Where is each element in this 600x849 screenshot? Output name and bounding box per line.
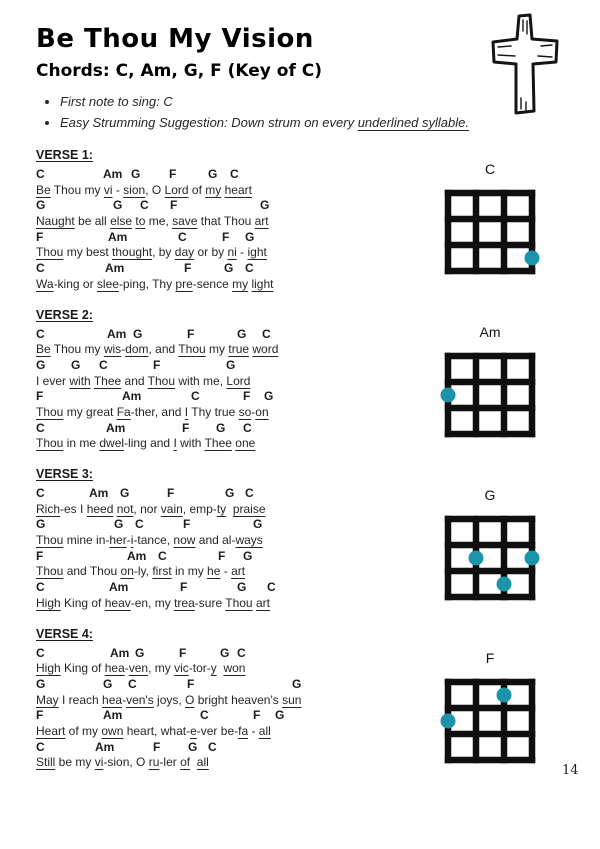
chord-label: Am <box>103 708 123 723</box>
chord-row <box>36 646 436 662</box>
cross-icon <box>489 12 563 123</box>
lyric-syllable-underlined: Fa <box>116 404 131 419</box>
lyric-syllable-underlined: Thou <box>147 373 176 388</box>
lyric-text: with me, <box>175 373 227 388</box>
note-bullet <box>60 93 469 110</box>
lyric-syllable-underlined: he <box>207 564 221 579</box>
chord-label: G <box>188 739 198 754</box>
chord-label: G <box>264 389 274 404</box>
chord-row <box>36 580 436 596</box>
chord-row <box>36 708 436 724</box>
note-bullet <box>60 114 469 131</box>
lyric-syllable-underlined: Thou <box>225 595 253 610</box>
lyric-text: - <box>248 723 259 738</box>
lyric-syllable-underlined: on <box>120 564 134 579</box>
lyric-text: , and <box>148 342 179 357</box>
chord-label: G <box>114 517 124 532</box>
chord-label: G <box>113 198 123 213</box>
lyric-text: Thou my <box>50 342 104 357</box>
lyric-line <box>36 405 436 421</box>
chord-row <box>36 167 436 183</box>
chord-label: C <box>36 326 45 341</box>
page-title: Be Thou My Vision <box>36 24 314 54</box>
lyric-line <box>36 436 436 452</box>
notes-list <box>40 93 469 135</box>
lyric-text: - <box>124 661 129 676</box>
verse-block <box>36 627 436 772</box>
lyric-syllable-underlined: dwel <box>99 436 125 451</box>
lyric-syllable-underlined: ight <box>247 245 267 260</box>
chord-label: C <box>208 739 217 754</box>
chord-label: G <box>216 420 226 435</box>
lyric-syllable-underlined: Still <box>36 755 56 770</box>
lyric-syllable-underlined: ru <box>148 755 160 770</box>
lyric-syllable-underlined: her <box>109 533 127 548</box>
chord-diagram-label: G <box>484 487 496 503</box>
lyric-syllable-underlined: art <box>254 214 269 229</box>
lyric-text: -tor- <box>188 661 211 676</box>
chord-label: Am <box>109 580 129 595</box>
lyric-text: bright heaven's <box>194 692 283 707</box>
chord-label: F <box>253 708 261 723</box>
lyric-syllable-underlined: I <box>173 436 177 451</box>
chord-label: Am <box>89 486 109 500</box>
chord-label: F <box>183 517 191 532</box>
chord-label: G <box>253 517 263 532</box>
lyric-syllable-underlined: thought <box>112 245 153 260</box>
lyric-syllable-underlined: ty <box>216 501 227 516</box>
chord-label: F <box>167 486 175 500</box>
chord-label: Am <box>127 548 147 563</box>
chord-row <box>36 327 436 343</box>
note-text-underlined: underlined syllable. <box>357 115 469 130</box>
chord-label: C <box>36 486 45 500</box>
lyric-text: - <box>121 342 126 357</box>
lyric-line <box>36 342 436 358</box>
lyric-syllable-underlined: not <box>116 501 134 516</box>
chord-label: G <box>131 167 141 181</box>
chord-label: C <box>267 580 276 595</box>
chord-diagram <box>440 650 550 768</box>
chord-label: G <box>36 198 46 213</box>
lyric-syllable-underlined: O <box>185 692 195 707</box>
chord-label: C <box>245 261 254 276</box>
lyric-syllable-underlined: Thou <box>36 404 64 419</box>
lyric-text: and al- <box>195 533 236 548</box>
lyric-syllable-underlined: vi <box>94 755 104 770</box>
lyric-syllable-underlined: High <box>36 595 61 610</box>
chord-label: C <box>36 167 45 181</box>
lyric-text: -ver be- <box>196 723 239 738</box>
note-text: Easy Strumming Suggestion: Down strum on every <box>60 115 358 130</box>
lyric-text: me, <box>145 214 173 229</box>
lyric-text: be my <box>55 755 95 770</box>
lyric-text: -king or <box>53 276 97 291</box>
chord-label: C <box>36 645 45 660</box>
lyric-syllable-underlined: Lord <box>164 182 189 197</box>
lyric-text: -sence <box>192 276 233 291</box>
chord-label: Am <box>107 326 127 341</box>
chord-label: Am <box>108 229 128 244</box>
lyric-line <box>36 502 436 518</box>
fretboard-grid <box>440 348 540 442</box>
verse-block <box>36 467 436 612</box>
chord-label: Am <box>95 739 115 754</box>
chord-row <box>36 421 436 437</box>
lyric-text: - <box>220 564 232 579</box>
chord-label: Am <box>110 645 130 660</box>
lyric-text: mine in- <box>63 533 110 548</box>
lyric-text: , O <box>145 182 165 197</box>
verse-block <box>36 148 436 293</box>
chord-label: C <box>36 580 45 595</box>
chord-label: C <box>135 517 144 532</box>
lyric-syllable-underlined: sion <box>123 182 146 197</box>
chord-label: C <box>178 229 187 244</box>
lyric-syllable-underlined: vain <box>160 501 183 516</box>
lyric-text: heart, what- <box>123 723 191 738</box>
chord-label: C <box>99 357 108 372</box>
lyric-text: that Thou <box>197 214 255 229</box>
chord-label: G <box>224 261 234 276</box>
lyric-text: - <box>251 404 256 419</box>
lyric-syllable-underlined: sun <box>282 692 302 707</box>
verses-column <box>36 148 436 786</box>
verse-block <box>36 308 436 453</box>
chord-label: G <box>36 517 46 532</box>
chord-label: G <box>243 548 253 563</box>
chord-label: F <box>184 261 192 276</box>
lyric-syllable-underlined: day <box>174 245 195 260</box>
lyric-line <box>36 596 436 612</box>
lyric-line <box>36 277 436 293</box>
lyric-syllable-underlined: one <box>235 436 256 451</box>
chord-label: G <box>260 198 270 213</box>
lyric-syllable-underlined: so <box>238 404 252 419</box>
lyric-syllable-underlined: ven's <box>126 692 154 707</box>
page-number: 14 <box>562 763 579 778</box>
lyric-text: -ly, <box>133 564 153 579</box>
chord-label: G <box>226 357 236 372</box>
lyric-text: , emp- <box>182 501 217 516</box>
chord-label: G <box>103 676 113 691</box>
lyric-syllable-underlined: won <box>223 661 246 676</box>
lyric-syllable-underlined: e <box>190 723 197 738</box>
lyric-syllable-underlined: slee <box>96 276 119 291</box>
lyric-text: Thou my <box>50 182 104 197</box>
note-text: First note to sing: C <box>60 94 173 109</box>
chord-label: Am <box>105 261 125 276</box>
lyric-text: my great <box>63 404 117 419</box>
chord-row <box>36 517 436 533</box>
lyric-syllable-underlined: now <box>173 533 196 548</box>
chord-row <box>36 261 436 277</box>
lyric-line <box>36 183 436 199</box>
chord-label: C <box>243 420 252 435</box>
lyric-line <box>36 755 436 771</box>
lyric-text: of my <box>65 723 102 738</box>
chord-diagram-label: Am <box>479 324 501 340</box>
lyric-text: I reach <box>58 692 103 707</box>
lyric-syllable-underlined: to <box>135 214 146 229</box>
lyric-syllable-underlined: Thou <box>36 564 64 579</box>
lyric-text: my best <box>63 245 113 260</box>
chord-label: F <box>36 548 44 563</box>
fretboard-grid <box>440 674 540 768</box>
chord-label: F <box>179 645 187 660</box>
lyric-syllable-underlined: wis <box>103 342 122 357</box>
chord-label: F <box>36 708 44 723</box>
lyric-text: of <box>188 182 206 197</box>
lyric-syllable-underlined: heed <box>86 501 114 516</box>
chord-label: C <box>158 548 167 563</box>
chord-label: G <box>120 486 130 500</box>
lyric-line <box>36 693 436 709</box>
chord-diagram <box>440 487 550 605</box>
lyric-syllable-underlined: ni <box>227 245 237 260</box>
chord-diagram <box>440 324 550 442</box>
lyric-syllable-underlined: fa <box>238 723 249 738</box>
chord-label: G <box>133 326 143 341</box>
lyric-text: , nor <box>133 501 161 516</box>
chord-label: G <box>220 645 230 660</box>
lyric-syllable-underlined: all <box>258 723 271 738</box>
verse-header: VERSE 3: <box>36 467 93 481</box>
lyric-syllable-underlined: all <box>196 755 209 770</box>
chord-label: G <box>36 676 46 691</box>
lyric-text: with <box>176 436 205 451</box>
lyric-syllable-underlined: with <box>69 373 91 388</box>
verse-header: VERSE 2: <box>36 307 93 322</box>
chord-label: F <box>153 739 161 754</box>
lyric-syllable-underlined: hea <box>104 661 125 676</box>
lyric-text: my <box>205 342 229 357</box>
lyric-line <box>36 724 436 740</box>
lyric-syllable-underlined: Thou <box>36 436 64 451</box>
chord-label: F <box>170 198 178 213</box>
chord-label: G <box>71 357 81 372</box>
chord-label: C <box>200 708 209 723</box>
lyric-line <box>36 245 436 261</box>
chord-row <box>36 358 436 374</box>
lyric-syllable-underlined: Wa <box>36 276 54 291</box>
lyric-text: in me <box>63 436 100 451</box>
lyric-text <box>190 755 197 769</box>
chord-label: G <box>225 486 235 500</box>
lyric-syllable-underlined: else <box>110 214 133 229</box>
lyric-text: -es I <box>60 501 87 516</box>
lyric-line <box>36 564 436 580</box>
lyric-syllable-underlined: praise <box>232 501 266 516</box>
chord-label: F <box>187 326 195 341</box>
lyric-text: in my <box>171 564 208 579</box>
lyric-syllable-underlined: Rich <box>36 501 61 516</box>
lyric-text: King of <box>60 595 105 610</box>
lyric-text: -ping, Thy <box>118 276 176 291</box>
chord-label: G <box>275 708 285 723</box>
lyric-syllable-underlined: word <box>252 342 279 357</box>
lyric-text: -en, my <box>130 595 175 610</box>
verse-header: VERSE 1: <box>36 148 93 162</box>
chord-label: G <box>237 326 247 341</box>
lyric-text: - <box>112 182 124 197</box>
lyric-syllable-underlined: Thou <box>36 533 64 548</box>
lyric-syllable-underlined: vi <box>103 182 113 197</box>
lyric-text: be all <box>74 214 111 229</box>
chord-label: C <box>191 389 200 404</box>
lyric-syllable-underlined: dom <box>125 342 149 357</box>
lyric-syllable-underlined: light <box>251 276 274 291</box>
chord-label: C <box>36 739 45 754</box>
chord-label: G <box>36 357 46 372</box>
lyric-syllable-underlined: on <box>255 404 269 419</box>
finger-dot <box>525 251 540 266</box>
lyric-syllable-underlined: my <box>232 276 249 291</box>
lyric-syllable-underlined: my <box>205 182 222 197</box>
fretboard-grid <box>440 185 540 279</box>
lyric-line <box>36 214 436 230</box>
lyric-syllable-underlined: Lord <box>226 373 251 388</box>
chord-row <box>36 486 436 502</box>
finger-dot <box>469 551 484 566</box>
lyric-syllable-underlined: art <box>255 595 270 610</box>
lyric-text: Thy true <box>188 404 239 419</box>
lyric-syllable-underlined: heav <box>104 595 131 610</box>
chord-label: C <box>36 420 45 435</box>
chord-diagrams-column <box>440 161 550 813</box>
lyric-syllable-underlined: May <box>36 692 59 707</box>
chord-label: G <box>208 167 218 181</box>
chord-label: F <box>153 357 161 372</box>
finger-dot <box>497 688 512 703</box>
chords-subtitle: Chords: C, Am, G, F (Key of C) <box>36 61 323 81</box>
lyric-syllable-underlined: save <box>172 214 198 229</box>
chord-label: F <box>36 389 44 404</box>
lyric-text: -ler <box>159 755 181 770</box>
lyric-syllable-underlined: I <box>184 404 189 419</box>
chord-label: Am <box>106 420 126 435</box>
lyric-text: -sion, O <box>103 755 149 770</box>
lyric-text: - <box>236 245 248 260</box>
chord-label: G <box>237 580 247 595</box>
lyric-syllable-underlined: Thee <box>204 436 232 451</box>
chord-label: C <box>128 676 137 691</box>
lyric-syllable-underlined: y <box>210 661 217 676</box>
chord-label: G <box>292 676 302 691</box>
lyric-syllable-underlined: ways <box>235 533 263 548</box>
lyric-syllable-underlined: Heart <box>36 723 66 738</box>
lyric-text: I ever <box>36 373 70 388</box>
finger-dot <box>441 714 456 729</box>
lyric-text: - <box>126 533 131 548</box>
lyric-line <box>36 533 436 549</box>
chord-diagram <box>440 161 550 279</box>
chord-label: F <box>180 580 188 595</box>
chord-label: C <box>36 261 45 276</box>
lyric-text: - <box>122 692 127 707</box>
lyric-syllable-underlined: i <box>130 533 134 548</box>
chord-row <box>36 230 436 246</box>
fretboard-grid <box>440 511 540 605</box>
lyric-line <box>36 661 436 677</box>
chord-label: C <box>237 645 246 660</box>
chord-label: C <box>245 486 254 500</box>
lyric-syllable-underlined: Thou <box>178 342 206 357</box>
chord-label: F <box>243 389 251 404</box>
chord-label: Am <box>103 167 123 181</box>
chord-label: F <box>182 420 190 435</box>
lyric-syllable-underlined: of <box>180 755 191 770</box>
chord-label: F <box>169 167 177 181</box>
lyric-text: , my <box>148 661 175 676</box>
lyric-text: -tance, <box>133 533 174 548</box>
chord-label: C <box>262 326 271 341</box>
lyric-syllable-underlined: art <box>231 564 246 579</box>
lyric-syllable-underlined: Be <box>36 182 51 197</box>
lyric-syllable-underlined: true <box>228 342 250 357</box>
chord-label: F <box>36 229 44 244</box>
lyric-text: and <box>121 373 148 388</box>
finger-dot <box>497 577 512 592</box>
chord-label: F <box>222 229 230 244</box>
lyric-syllable-underlined: Thee <box>93 373 122 388</box>
chord-row <box>36 677 436 693</box>
lyric-syllable-underlined: first <box>152 564 172 579</box>
lyric-text: King of <box>60 661 105 676</box>
chord-label: F <box>218 548 226 563</box>
lyric-syllable-underlined: Be <box>36 342 51 357</box>
lyric-syllable-underlined: hea <box>102 692 123 707</box>
finger-dot <box>441 388 456 403</box>
lyric-text: joys, <box>153 692 186 707</box>
lyric-syllable-underlined: pre <box>175 276 193 291</box>
lyric-text: and Thou <box>63 564 121 579</box>
finger-dot <box>525 551 540 566</box>
lyric-text: , by <box>152 245 175 260</box>
verse-header: VERSE 4: <box>36 626 93 641</box>
chord-label: F <box>187 676 195 691</box>
chord-label: G <box>135 645 145 660</box>
lyric-text: -sure <box>194 595 226 610</box>
lyric-syllable-underlined: Naught <box>36 214 75 229</box>
lyric-syllable-underlined: trea <box>174 595 195 610</box>
lyric-text: -ther, and <box>130 404 185 419</box>
lyric-syllable-underlined: Thou <box>36 245 64 260</box>
chord-diagram-label: C <box>484 161 496 177</box>
lyric-line <box>36 374 436 390</box>
lyric-text <box>226 502 233 516</box>
lyric-syllable-underlined: vic <box>174 661 189 676</box>
lyric-syllable-underlined: ven <box>128 661 149 676</box>
lyric-syllable-underlined: own <box>101 723 124 738</box>
lyric-text: or by <box>194 245 228 260</box>
chord-label: Am <box>122 389 142 404</box>
chord-row <box>36 389 436 405</box>
chord-row <box>36 549 436 565</box>
chord-row <box>36 740 436 756</box>
chord-label: G <box>245 229 255 244</box>
chord-label: C <box>230 167 239 181</box>
lyric-syllable-underlined: High <box>36 661 61 676</box>
lyric-text: -ling and <box>124 436 174 451</box>
chord-label: C <box>140 198 149 213</box>
chord-diagram-label: F <box>485 650 495 666</box>
lyric-syllable-underlined: heart <box>224 182 252 197</box>
chord-row <box>36 198 436 214</box>
